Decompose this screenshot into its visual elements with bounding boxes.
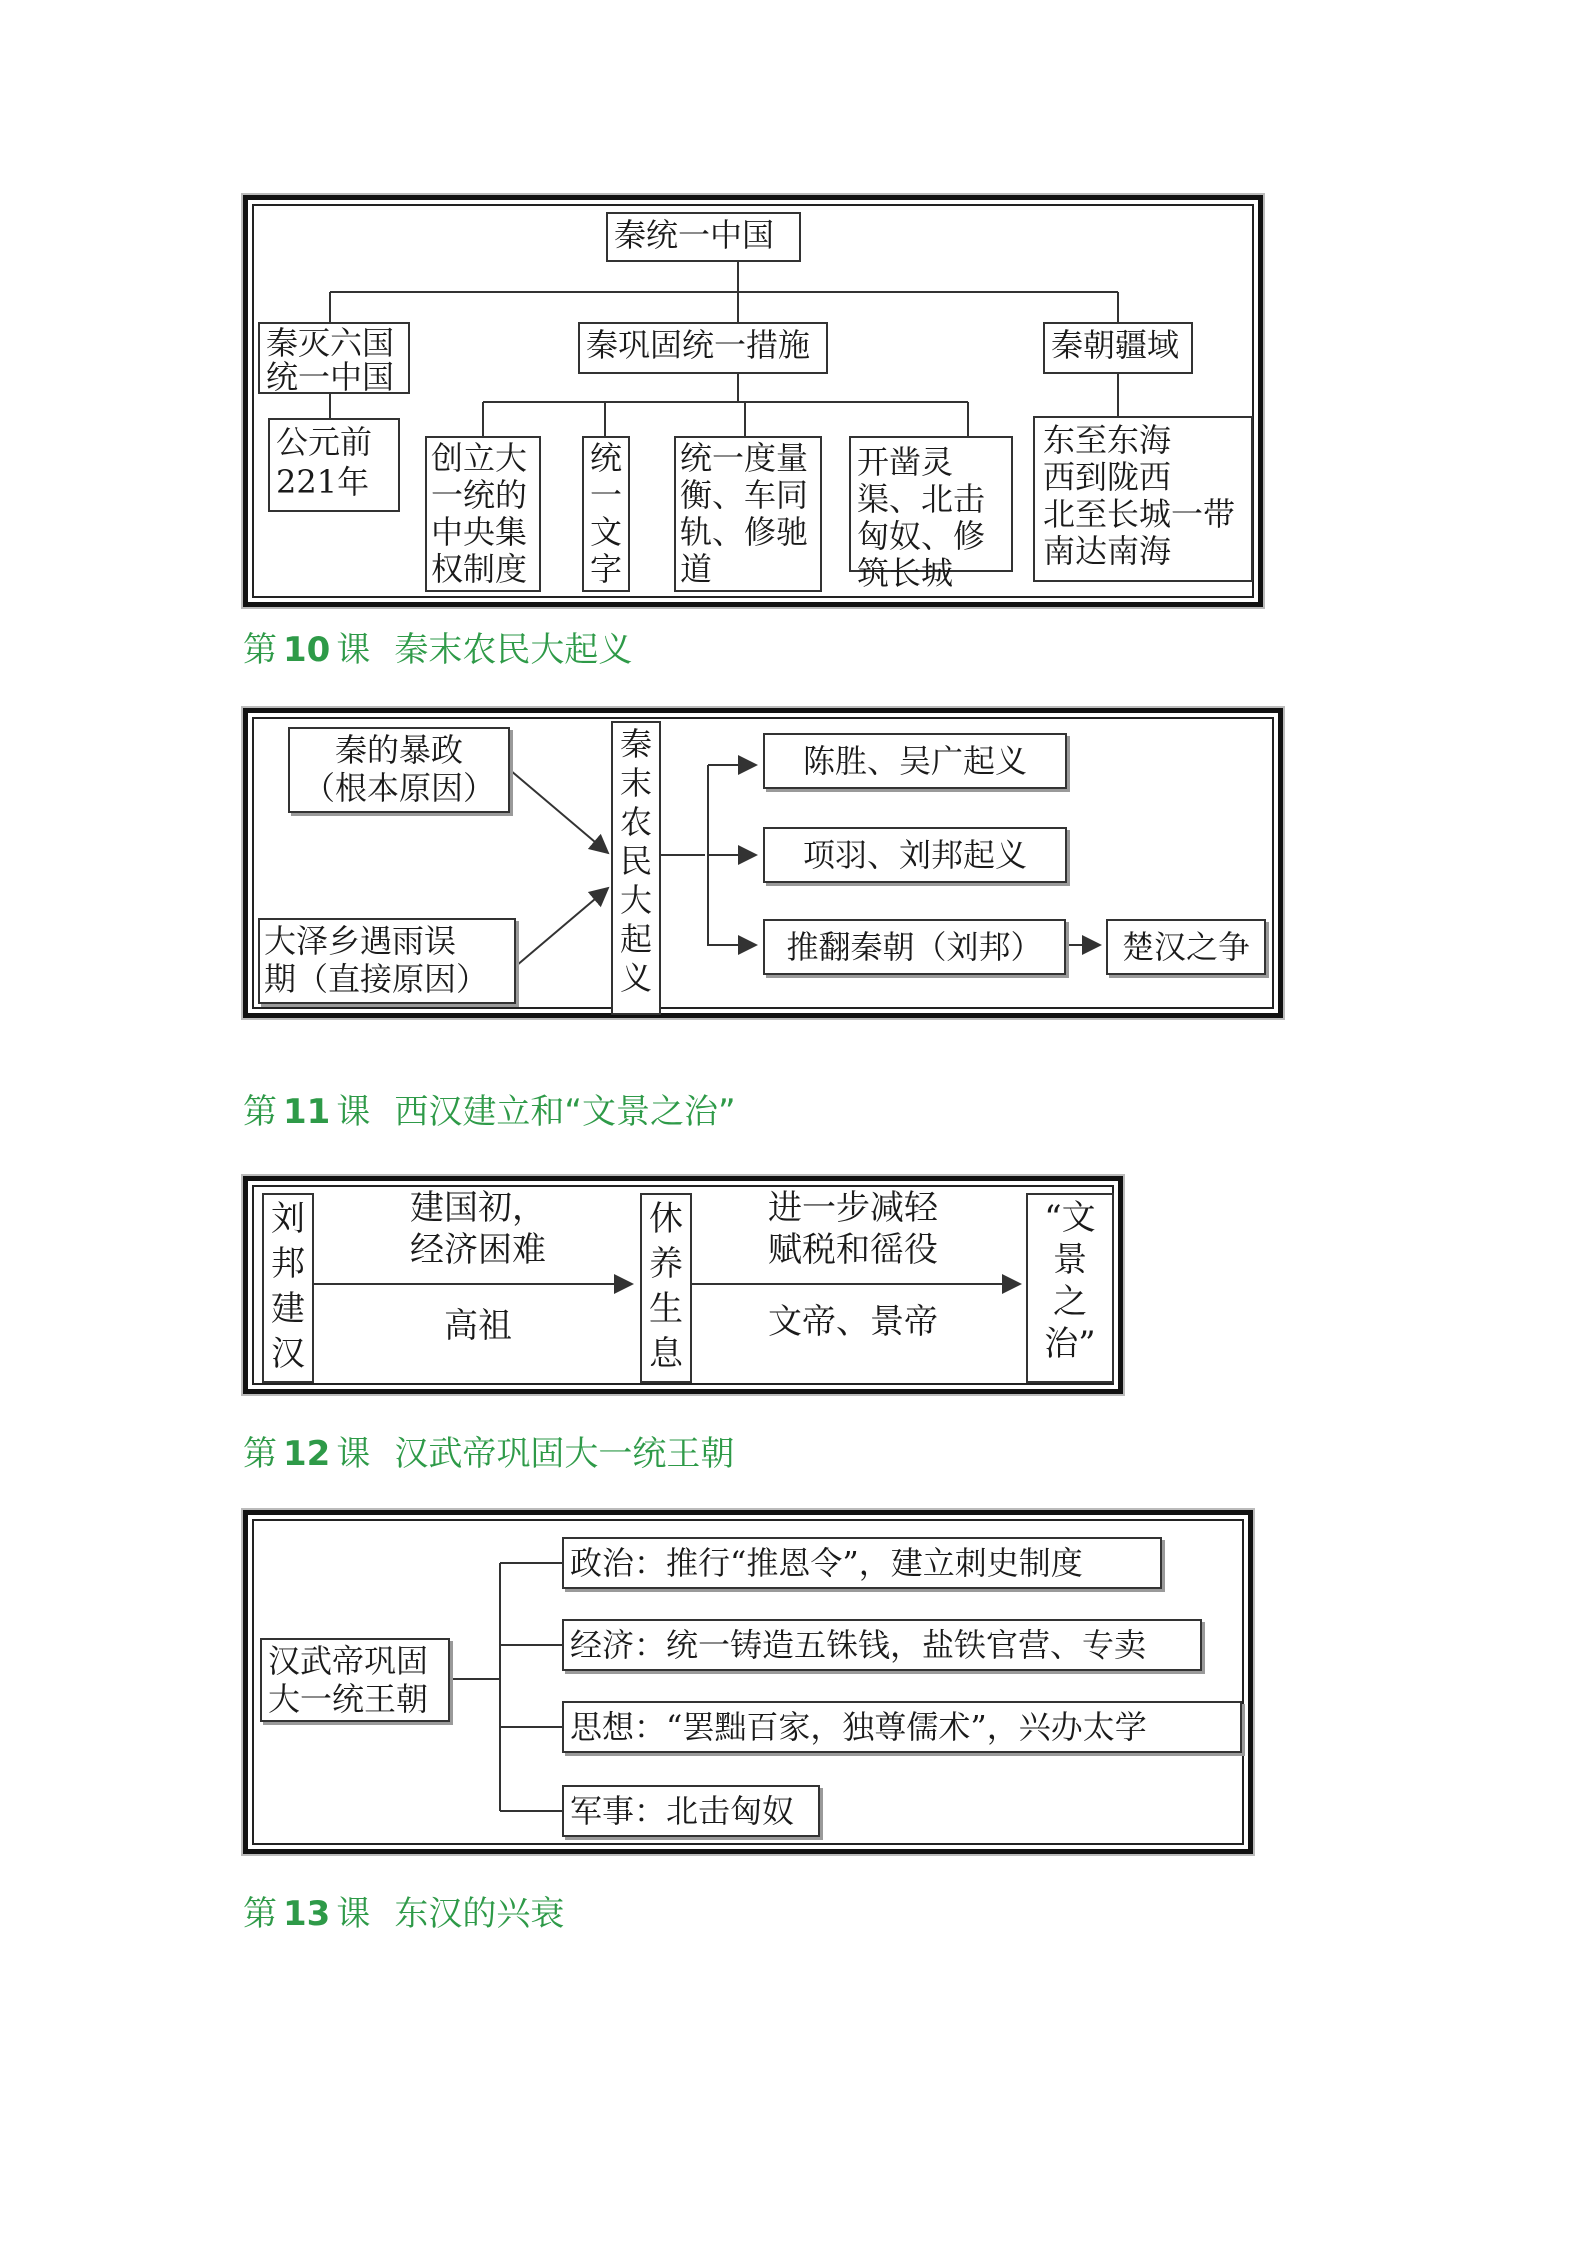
- heading-prefix: 第: [243, 1092, 277, 1132]
- tax-reduction-line-2: 赋税和徭役: [768, 1230, 938, 1270]
- root-line-1: 汉武帝巩固: [268, 1642, 429, 1680]
- lesson-13-heading: [243, 1892, 564, 1936]
- heading-suffix: 课: [336, 1434, 371, 1474]
- liu-bang-box: 刘邦建汉: [262, 1193, 314, 1383]
- cause-root-line-2: （根本原因）: [302, 769, 495, 807]
- uprising-center-box: 秦末农民大起义: [611, 721, 661, 1015]
- emperor-wu-diagram: [243, 1510, 1253, 1854]
- measure-box-3: [674, 436, 822, 592]
- middle-branch-box: 秦巩固统一措施: [578, 322, 828, 374]
- wen-jing-emperors-label: 文帝、景帝: [768, 1302, 938, 1342]
- heading-suffix: 课: [336, 630, 371, 670]
- western-han-diagram: [243, 1176, 1123, 1394]
- early-state-label: [348, 1187, 608, 1271]
- cause-root-box: [288, 727, 510, 813]
- lesson-number: 13: [283, 1894, 331, 1934]
- left-branch-text: 秦灭六国统一中国: [266, 324, 395, 396]
- territory-south: 南达南海: [1043, 532, 1172, 570]
- root-box: 秦统一中国: [606, 212, 801, 262]
- lesson-title: 西汉建立和“文景之治”: [394, 1092, 736, 1132]
- left-date-box: [268, 418, 400, 512]
- tax-reduction-line-1: 进一步减轻: [768, 1188, 938, 1228]
- early-state-line-1: 建国初，: [410, 1188, 546, 1228]
- left-date-text: 公元前221年: [276, 423, 373, 501]
- heading-suffix: 课: [336, 1092, 371, 1132]
- wen-jing-rule-box: “文景之治”: [1026, 1193, 1114, 1383]
- early-state-line-2: 经济困难: [410, 1230, 546, 1270]
- lesson-number: 12: [283, 1434, 331, 1474]
- measure-text-4: 开凿灵渠、北击匈奴、修筑长城: [857, 443, 986, 592]
- lesson-11-heading: [243, 1090, 736, 1134]
- territory-east: 东至东海: [1043, 421, 1172, 459]
- heading-prefix: 第: [243, 630, 277, 670]
- territory-north: 北至长城一带: [1043, 495, 1236, 533]
- heading-suffix: 课: [336, 1894, 371, 1934]
- result-overthrow-box: 推翻秦朝（刘邦）: [763, 919, 1066, 975]
- lesson-number: 10: [283, 630, 331, 670]
- gaozu-label: 高祖: [444, 1306, 512, 1346]
- heading-prefix: 第: [243, 1434, 277, 1474]
- lesson-title: 汉武帝巩固大一统王朝: [394, 1434, 735, 1474]
- tax-reduction-label: [718, 1187, 988, 1271]
- result-chen-wu-box: 陈胜、吴广起义: [763, 733, 1067, 789]
- measure-text-3: 统一度量衡、车同轨、修驰道: [680, 439, 809, 588]
- cause-direct-box: [258, 918, 516, 1004]
- heading-prefix: 第: [243, 1894, 277, 1934]
- result-xiang-liu-box: 项羽、刘邦起义: [763, 827, 1067, 883]
- measure-box-1: [425, 436, 541, 592]
- territory-west: 西到陇西: [1043, 458, 1172, 496]
- recuperation-box: 休养生息: [640, 1193, 692, 1383]
- emperor-wu-root-box: [260, 1638, 450, 1722]
- lesson-title: 东汉的兴衰: [394, 1894, 565, 1934]
- lesson-number: 11: [283, 1092, 331, 1132]
- measure-text-2: 统一文字: [590, 439, 623, 588]
- economy-box: 经济：统一铸造五铢钱，盐铁官营、专卖: [562, 1619, 1202, 1671]
- left-branch-box: [258, 322, 410, 394]
- cause-direct-line-2: 期（直接原因）: [264, 960, 489, 998]
- thought-box: 思想：“罢黜百家，独尊儒术”，兴办太学: [562, 1701, 1242, 1753]
- cause-root-line-1: 秦的暴政: [334, 731, 463, 769]
- lesson-title: 秦末农民大起义: [394, 630, 633, 670]
- lesson-10-heading: [243, 628, 632, 672]
- politics-box: 政治：推行“推恩令”，建立刺史制度: [562, 1537, 1162, 1589]
- right-branch-box: 秦朝疆域: [1043, 322, 1193, 374]
- measure-text-1: 创立大一统的中央集权制度: [431, 439, 528, 588]
- lesson-12-heading: [243, 1432, 734, 1476]
- measure-box-2: [582, 436, 630, 592]
- cause-direct-line-1: 大泽乡遇雨误: [264, 922, 457, 960]
- qin-unification-diagram: [243, 195, 1263, 607]
- military-box: 军事：北击匈奴: [562, 1785, 820, 1837]
- root-line-2: 大一统王朝: [268, 1680, 429, 1718]
- result-chu-han-box: 楚汉之争: [1106, 919, 1266, 975]
- territory-box: [1033, 416, 1253, 582]
- measure-box-4: [849, 436, 1013, 592]
- peasant-uprising-diagram: [243, 708, 1283, 1018]
